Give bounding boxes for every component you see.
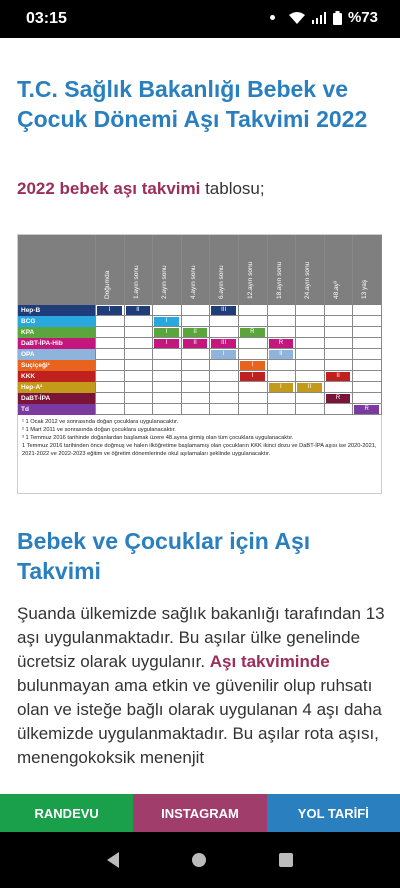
vaccine-name: KPA [18,327,95,338]
table-column-header: 12.ayın sonu [247,261,254,299]
dose-cell: R [326,394,351,403]
table-row [18,360,381,371]
table-column-header: 1.ayın sonu [132,265,140,299]
intro-line [17,179,265,199]
table-column-header: 13 yaş [361,279,369,299]
dose-cell: I [240,361,265,370]
dose-cell: I [154,317,179,326]
wifi-icon [289,12,305,24]
vaccine-name: DaBT-İPA-Hib [18,338,95,349]
dose-cell: II [183,339,208,348]
vaccine-name: Hep-A² [18,382,95,393]
table-row [18,338,381,349]
directions-button[interactable]: YOL TARİFİ [267,794,400,832]
dose-cell: II [269,350,294,359]
table-grid-line [295,235,296,415]
table-footnote: ³ 1 Temmuz 2016 tarihinde doğanlardan başlamak üzere 48.ayına girmiş olan tüm çocuklara uygulanacaktır. [22,435,294,441]
paragraph-text-2: bulunmayan ama etkin ve güvenilir olup ruhsatı olan ve isteğe bağlı olarak uygulanan 4 aşı daha ülkemizde uygulanmaktadır. Bu aşılar rota aşısı, menengokoksik menenjit [17,676,382,767]
vaccine-name: BCG [18,316,95,327]
table-column-header: 24.ayın sonu [304,261,312,299]
table-grid-line [381,235,382,415]
vaccine-name: Td [18,404,95,415]
dose-cell: I [97,306,122,315]
battery-icon [333,11,342,25]
table-row [18,382,381,393]
dose-cell: I [211,350,236,359]
table-column-header: Doğumda [104,270,111,299]
vaccine-name: Suçiçeği¹ [18,360,95,371]
table-footnote: ¹ 1 Ocak 2012 ve sonrasında doğan çocuklara uygulanacaktır. [22,419,179,425]
table-column-header: 48.ay³ [332,280,340,299]
table-row [18,404,381,415]
table-grid-line [352,235,353,415]
article-paragraph [17,602,385,770]
page-title: T.C. Sağlık Bakanlığı Bebek ve Çocuk Dönemi Aşı Takvimi 2022 [17,76,368,132]
vaccine-name: DaBT-İPA [18,393,95,404]
table-footnote: 1 Temmuz 2016 tarihinden önce doğmuş ve halen ilköğretime başlamamış olan çocukların KKK ikinci dozu ve DaBT-İPA aşısı ise 2020-2021, 2021-2022 ve 2022-2023 eğitim ve öğretim dönemlerinde okul aşılamaları şeklinde uygulanacaktır. [22,443,377,457]
table-grid-line [209,235,210,415]
table-row [18,305,381,316]
status-bar [0,0,400,38]
dose-cell: R [354,405,379,414]
table-column-header: 4.ayın sonu [189,265,197,299]
dose-cell: II [326,372,351,381]
paragraph-link[interactable]: Aşı takviminde [209,652,330,671]
status-icons [270,9,378,26]
table-row [18,371,381,382]
bottom-action-bar [0,794,400,832]
table-row [18,349,381,360]
table-grid-line [324,235,325,415]
table-grid-line [181,235,182,415]
table-grid-line [124,235,125,415]
notification-dot-icon [270,15,275,20]
intro-link[interactable]: 2022 bebek aşı takvimi [17,179,201,198]
table-grid-line [267,235,268,415]
dose-cell: I [154,339,179,348]
vaccine-schedule-table [17,234,382,494]
dose-cell: I [154,328,179,337]
table-grid-line [238,235,239,415]
vaccine-name: OPA [18,349,95,360]
section-title: Bebek ve Çocuklar için Aşı Takvimi [17,528,311,584]
table-row [18,327,381,338]
paragraph-text-1: Şuanda ülkemizde sağlık bakanlığı tarafından 13 aşı uygulanmaktadır. Bu aşılar ülke genelinde ücretsiz olarak uygulanır. [17,604,385,671]
status-time: 03:15 [26,10,67,27]
dose-cell: R [269,339,294,348]
dose-cell: II [183,328,208,337]
table-grid-line [95,235,96,415]
dose-cell: II [126,306,151,315]
vaccine-name: Hep-B [18,305,95,316]
battery-percent: %73 [347,9,378,26]
table-column-header: 2.ayın sonu [161,265,169,299]
android-nav-bar [0,832,400,888]
dose-cell: I [269,383,294,392]
dose-cell: III [211,306,236,315]
table-column-header: 18.ayın sonu [275,261,283,299]
back-icon[interactable] [107,852,119,868]
dose-cell: II [297,383,322,392]
dose-cell: I [240,372,265,381]
table-grid-line [152,235,153,415]
table-header [18,235,381,305]
table-row [18,316,381,327]
randevu-button[interactable]: RANDEVU [0,794,133,832]
vaccine-name: KKK [18,371,95,382]
recent-apps-icon[interactable] [279,853,293,867]
table-footnote: ² 1 Mart 2011 ve sonrasında doğan çocuklara uygulanacaktır. [22,427,176,433]
table-row [18,393,381,404]
dose-cell: R [240,328,265,337]
page-content [0,38,400,794]
instagram-button[interactable]: INSTAGRAM [133,794,266,832]
dose-cell: III [211,339,236,348]
signal-icon [311,12,327,24]
table-column-header: 6.ayın sonu [218,265,226,299]
intro-rest: tablosu; [200,179,265,198]
home-icon[interactable] [192,853,206,867]
